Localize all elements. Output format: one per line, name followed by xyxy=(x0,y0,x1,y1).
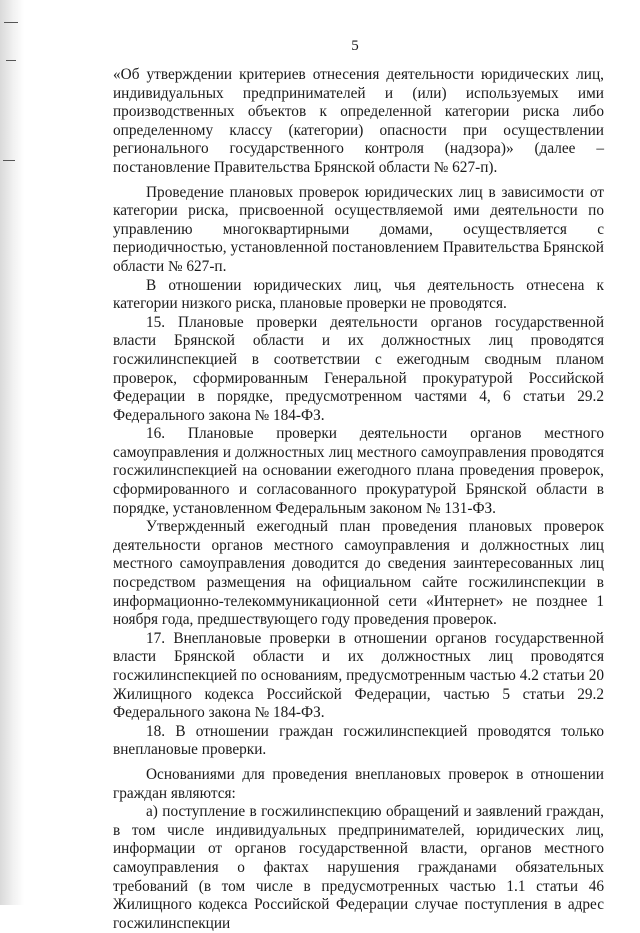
scan-edge-shadow xyxy=(0,0,24,905)
paragraph-low-risk: В отношении юридических лиц, чья деятельность отнесена к категории низкого риска, плановые проверки не проводятся. xyxy=(113,276,604,313)
paragraph-clause-18: 18. В отношении граждан госжилинспекцией проводятся только внеплановые проверки. xyxy=(113,722,604,759)
scan-edge-mark xyxy=(3,160,15,161)
paragraph-grounds: Основаниями для проведения внеплановых проверок в отношении граждан являются: xyxy=(113,765,604,802)
paragraph-resolution-title: «Об утверждении критериев отнесения деятельности юридических лиц, индивидуальных предпринимателей и (или) используемых ими производственных объектов к определенной категории риска либо определенному классу (категории) опасности при осуществлении регионального государственного контроля (надзора)» (далее – постановление Правительства Брянской области № 627-п). xyxy=(113,66,604,176)
page-number: 5 xyxy=(351,38,359,54)
document-body xyxy=(113,66,604,933)
paragraph-clause-15: 15. Плановые проверки деятельности органов государственной власти Брянской области и их должностных лиц проводятся госжилинспекцией в соответствии с ежегодным сводным планом проверок, сформированным Генеральной прокуратурой Российской Федерации в порядке, предусмотренном частями 4, 6 статьи 29.2 Федерального закона № 184-ФЗ. xyxy=(113,313,604,424)
paragraph-item-a: а) поступление в госжилинспекцию обращений и заявлений граждан, в том числе индивидуальных предпринимателей, юридических лиц, информации от органов государственной власти, органов местного самоуправления о фактах нарушения гражданами обязательных требований (в том числе в предусмотренных частью 1.1 статьи 46 Жилищного кодекса Российской Федерации случае поступления в адрес госжилинспекции xyxy=(113,803,604,932)
paragraph-clause-16: 16. Плановые проверки деятельности органов местного самоуправления и должностных лиц местного самоуправления проводятся госжилинспекцией на основании ежегодного плана проведения проверок, сформированного и согласованного прокуратурой Брянской области в порядке, установленном Федеральным законом № 131-ФЗ. xyxy=(113,425,604,517)
paragraph-clause-17: 17. Внеплановые проверки в отношении органов государственной власти Брянской области и их должностных лиц проводятся госжилинспекцией по основаниям, предусмотренным частью 4.2 статьи 20 Жилищного кодекса Российской Федерации, частью 5 статьи 29.2 Федерального закона № 184-ФЗ. xyxy=(113,629,604,722)
scan-edge-mark xyxy=(4,22,18,23)
paragraph-annual-plan: Утвержденный ежегодный план проведения плановых проверок деятельности органов местного самоуправления и должностных лиц местного самоуправления доводится до сведения заинтересованных лиц посредством размещения на официальном сайте госжилинспекции в информационно-телекоммуникационной сети «Интернет» не позднее 1 ноября года, предшествующего году проведения проверок. xyxy=(113,518,604,629)
scan-edge-mark xyxy=(6,60,16,61)
paragraph-scheduled-inspections: Проведение плановых проверок юридических лиц в зависимости от категории риска, присвоенной осуществляемой ими деятельности по управлению многоквартирными домами, осуществляется с периодичностью, установленной постановлением Правительства Брянской области № 627-п. xyxy=(113,183,604,275)
